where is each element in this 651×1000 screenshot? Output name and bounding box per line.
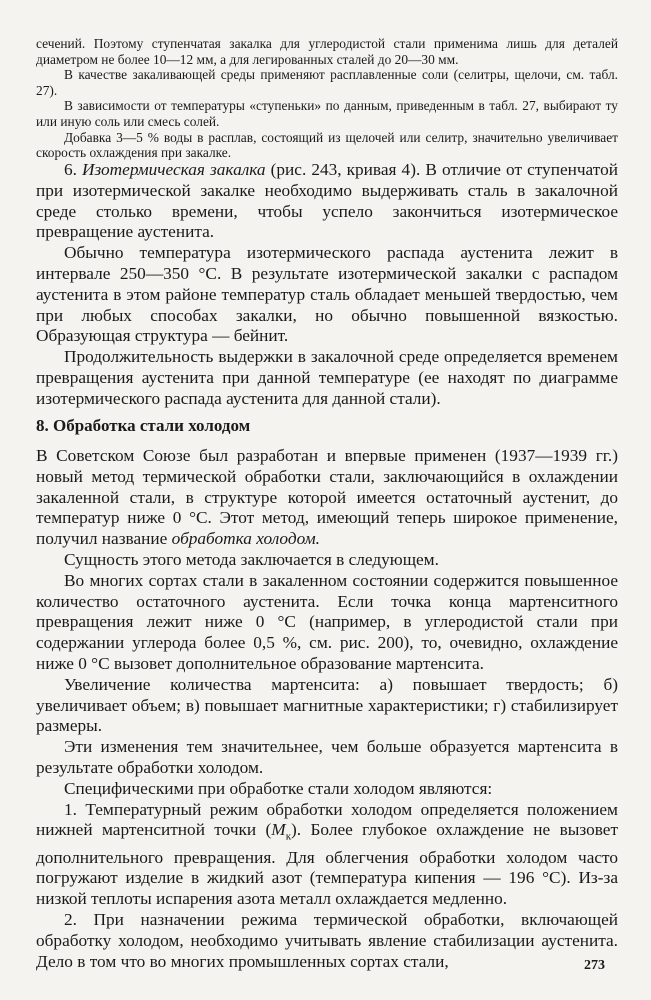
isothermal-paragraph-1 <box>36 160 618 243</box>
small-paragraph-2: В качестве закаливающей среды применяют расплавленные соли (селитры, щелочи, см. табл. 27). <box>36 67 618 98</box>
cold-paragraph-1 <box>36 446 618 550</box>
cold-paragraph-8: 2. При назначении режима термической обработки, включающей обработку холодом, необходимо учитывать явление стабилизации аустенита. Дело в том что во многих промышленных сортах стали, <box>36 909 618 971</box>
cold-paragraph-2: Сущность этого метода заключается в следующем. <box>64 549 439 569</box>
cold-treatment-section <box>36 446 618 972</box>
cold-paragraph-6: Специфическими при обработке стали холодом являются: <box>64 778 493 798</box>
cold-paragraph-1-text: В Советском Союзе был разработан и впервые применен (1937—1939 гг.) новый метод термической обработки стали, заключающийся в охлаждении закаленной стали, в структуре которой имеется остаточный аустенит, до температур ниже 0 °С. Этот метод, имеющий теперь широкое применение, получил название <box>36 446 618 549</box>
martensite-point-symbol: M <box>271 820 286 840</box>
cold-paragraph-7 <box>36 800 618 910</box>
martensite-point-subscript: к <box>285 830 292 843</box>
cold-paragraph-5: Эти изменения тем значительнее, чем больше образуется мартенсита в результате обработки холодом. <box>36 737 618 777</box>
small-paragraph-1: сечений. Поэтому ступенчатая закалка для углеродистой стали применима лишь для деталей диаметром не более 10—12 мм, а для легированных сталей до 20—30 мм. <box>36 36 618 67</box>
isothermal-paragraph-1-text: (рис. 243, кривая 4). В отличие от ступенчатой при изотермической закалке необходимо выдерживать сталь в закалочной среде столько времени, чтобы успело закончиться изотермическое превращение аустенита. <box>36 160 618 242</box>
cold-paragraph-7-text-a: 1. Температурный режим обработки холодом определяется положением нижней мартенситной точки ( <box>36 799 618 840</box>
small-paragraph-3: В зависимости от температуры «ступеньки» по данным, приведенным в табл. 27, выбирают ту или иную соль или смесь солей. <box>36 98 618 129</box>
isothermal-section <box>36 160 618 410</box>
term-cold-treatment: обработка холодом. <box>171 529 320 549</box>
cold-paragraph-7-text-b: ). Более глубокое охлаждение не вызовет дополнительного превращения. Для облегчения обработки холодом часто погружают изделие в жидкий азот (температура кипения — 196 °С). Из-за низкой теплоты испарения азота металл охлаждается медленно. <box>36 820 618 909</box>
small-paragraph-4: Добавка 3—5 % воды в расплав, состоящий из щелочей или селитр, значительно увеличивает скорость охлаждения при закалке. <box>36 129 618 161</box>
cold-paragraph-4: Увеличение количества мартенсита: а) повышает твердость; б) увеличивает объем; в) повышает магнитные характеристики; г) стабилизирует размеры. <box>36 674 618 736</box>
page-number: 273 <box>584 958 605 973</box>
term-isothermal-quenching: Изотермическая закалка <box>82 160 266 179</box>
isothermal-paragraph-2: Обычно температура изотермического распада аустенита лежит в интервале 250—350 °С. В результате изотермической закалки с распадом аустенита в этом районе температур сталь обладает меньшей твердостью, чем при любых способах закалки, но обычно повышенной вязкостью. Образующая структура — бейнит. <box>36 243 618 346</box>
cold-paragraph-3: Во многих сортах стали в закаленном состоянии содержится повышенное количество остаточного аустенита. Если точка конца мартенситного превращения лежит ниже 0 °С (например, в углеродистой стали при содержании углерода более 0,5 %, см. рис. 200), то, очевидно, охлаждение ниже 0 °С вызовет дополнительное образование мартенсита. <box>36 570 618 673</box>
item-number: 6. <box>64 160 77 179</box>
section-heading: 8. Обработка стали холодом <box>36 416 251 435</box>
small-print-block <box>36 36 618 161</box>
isothermal-paragraph-3: Продолжительность выдержки в закалочной среде определяется временем превращения аустенита при данной температуре (ее находят по диаграмме изотермического распада аустенита для данной стали). <box>36 347 618 408</box>
